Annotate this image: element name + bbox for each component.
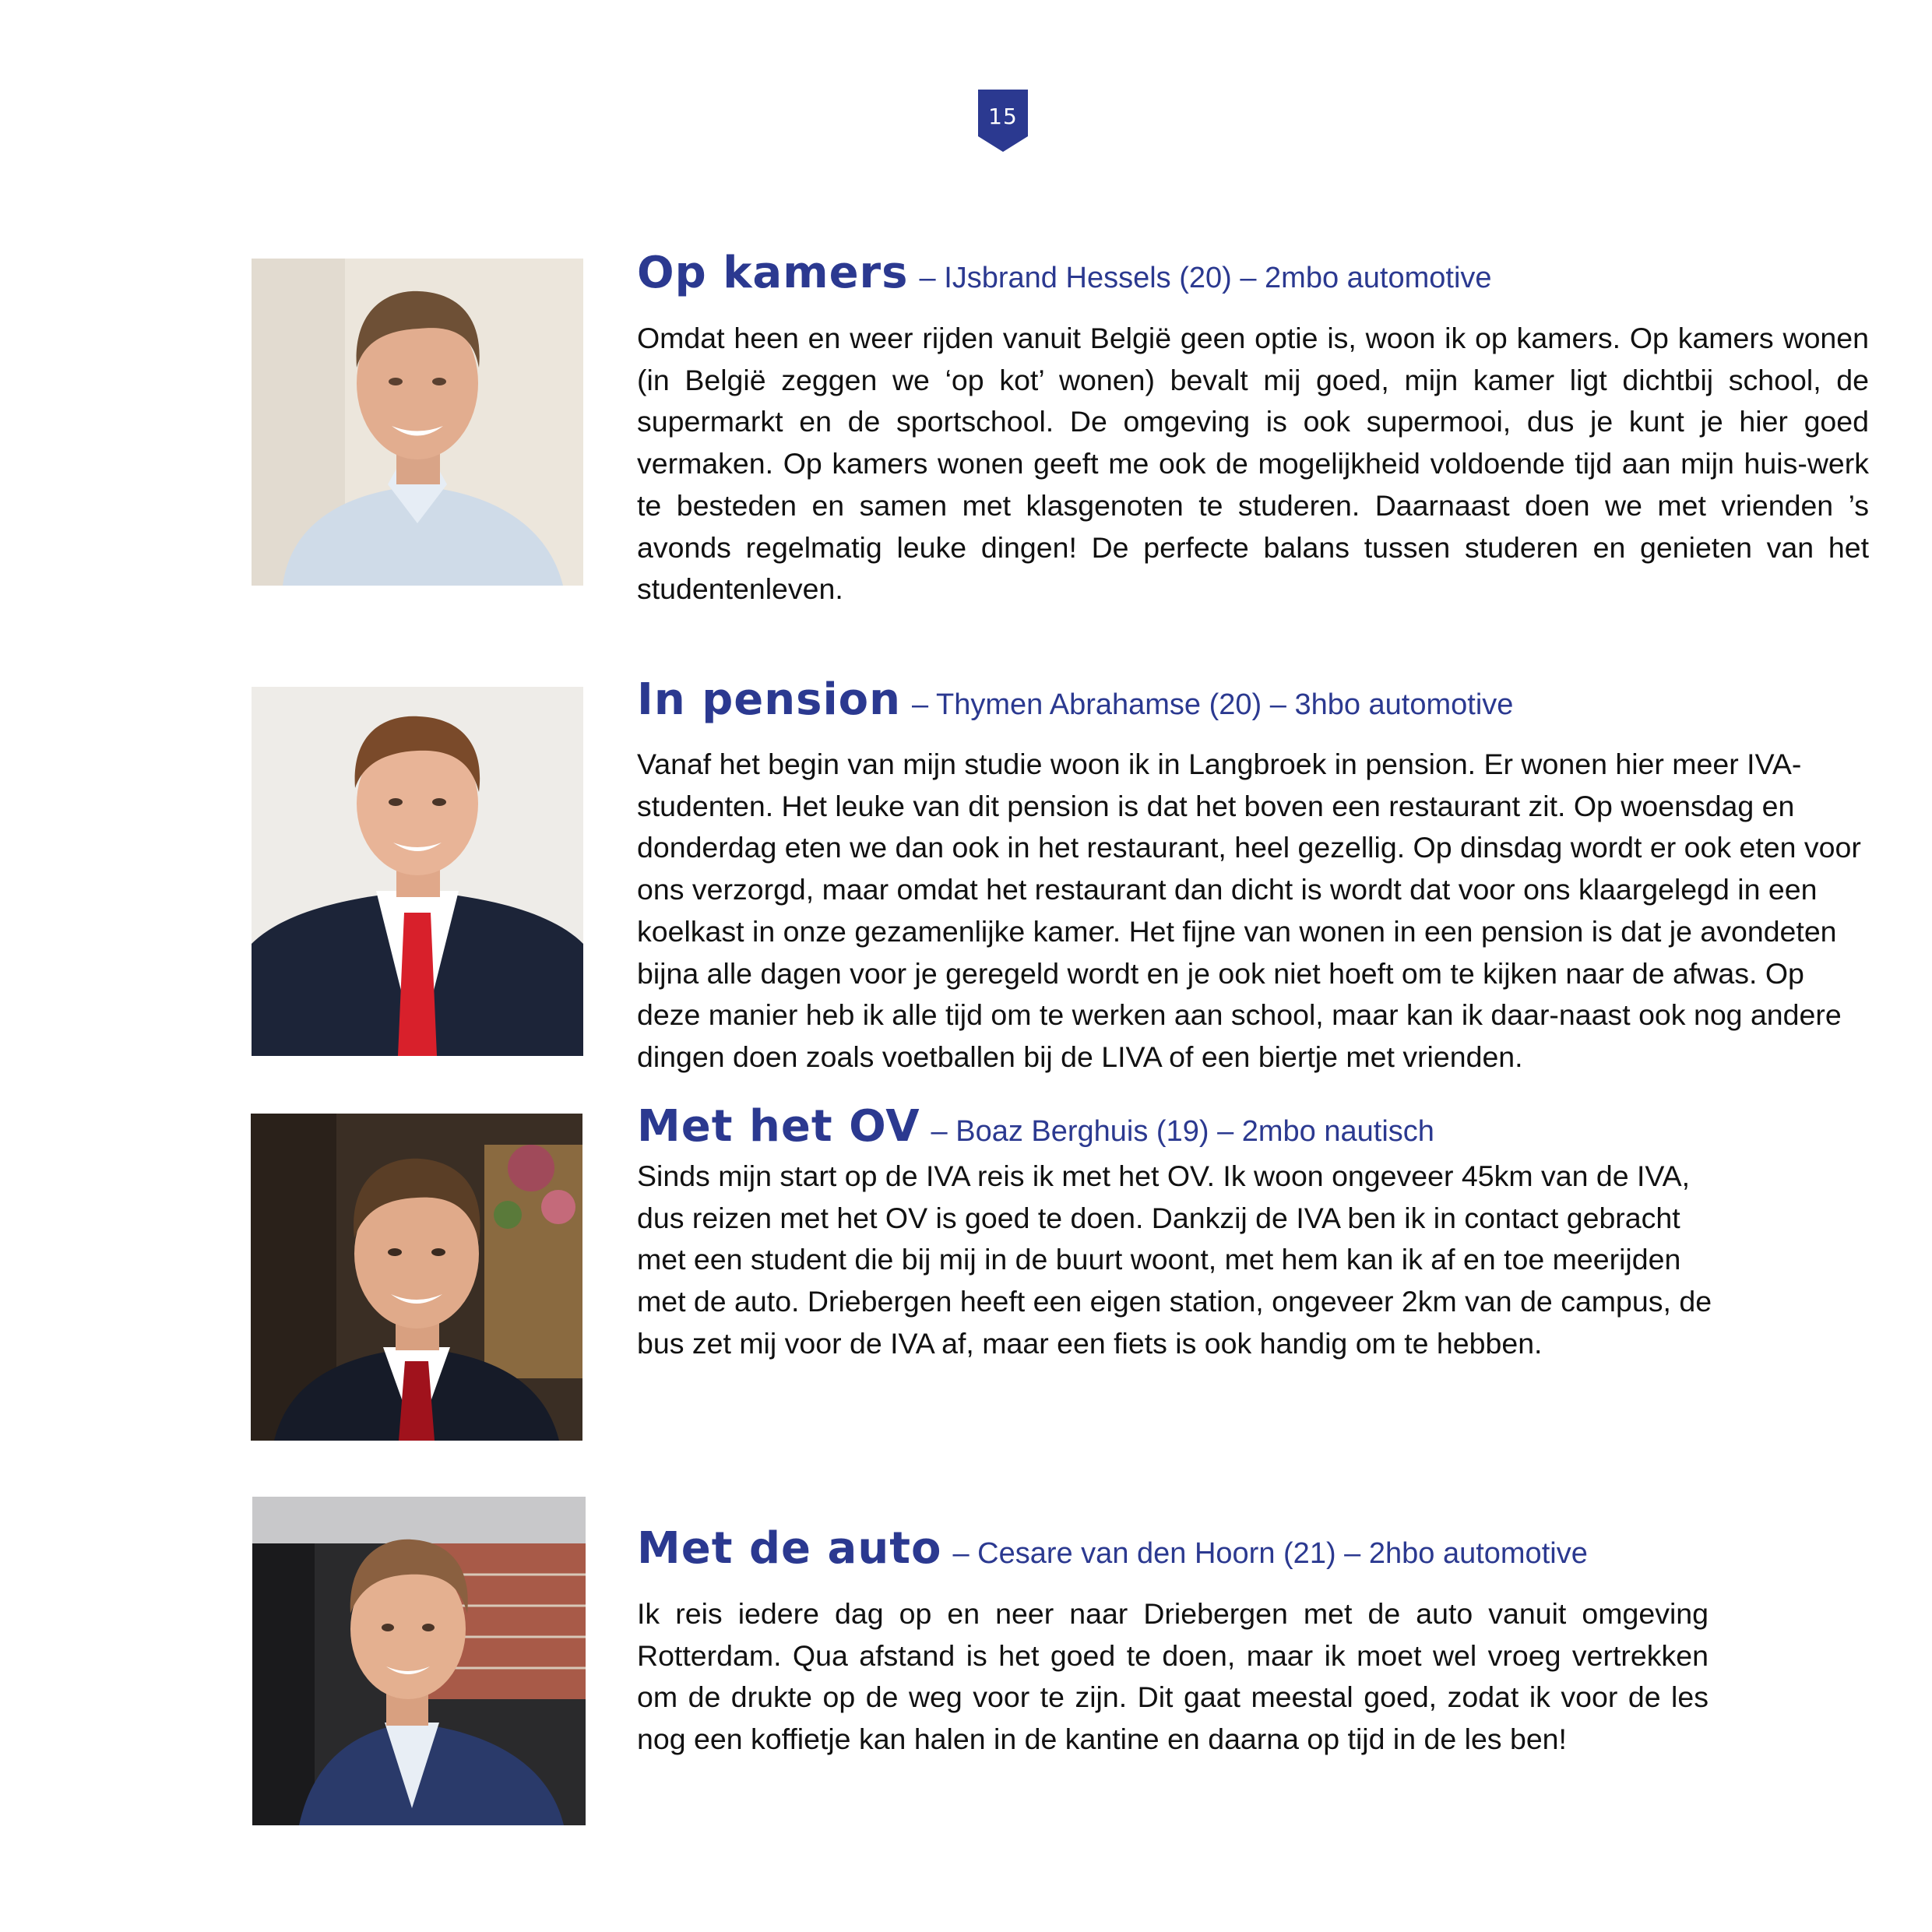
section-title: In pension: [637, 674, 901, 725]
section-body-in-pension: Vanaf het begin van mijn studie woon ik in Langbroek in pension. Er wonen hier meer IVA-studenten. Het leuke van dit pension is dat het boven een restaurant zit. Op woensdag en donderdag eten we dan ook in het restaurant, heel gezellig. Op dinsdag wordt er ook eten voor ons verzorgd, maar omdat het restaurant dan dicht is wordt dat voor ons klaargelegd in een koelkast in onze gezamenlijke kamer. Het fijne van wonen in een pension is dat je avondeten bijna alle dagen voor je geregeld wordt en je ook niet hoeft om te kijken naar de afwas. Op deze manier heb ik alle tijd om te werken aan school, maar kan ik daar-naast ook nog andere dingen doen zoals voetballen bij de LIVA of een biertje met vrienden.: [637, 748, 1861, 1073]
section-byline: – Boaz Berghuis (19) – 2mbo nautisch: [931, 1115, 1434, 1148]
section-body-op-kamers: Omdat heen en weer rijden vanuit België geen optie is, woon ik op kamers. Op kamers wonen (in België zeggen we ‘op kot’ wonen) bevalt mij goed, mijn kamer ligt dichtbij school, de supermarkt en de sportschool. De omgeving is ook supermooi, dus je kunt je hier goed vermaken. Op kamers wonen geeft me ook de mogelijkheid voldoende tijd aan mijn huis-werk te besteden en samen met klasgenoten te studeren. Daarnaast doen we met vrienden ’s avonds regelmatig leuke dingen! De perfecte balans tussen studeren en genieten van het studentenleven.: [637, 322, 1869, 606]
section-body-met-de-auto: Ik reis iedere dag op en neer naar Driebergen met de auto vanuit omgeving Rotterdam. Qua afstand is het goed te doen, maar ik moet wel vroeg vertrekken om de drukte op de weg voor te zijn. Dit gaat meestal goed, zodat ik voor de les nog een koffietje kan halen in de kantine en daarna op tijd in de les ben!: [637, 1597, 1709, 1756]
portrait-photo-thymen: [252, 687, 583, 1056]
page-number-badge: [978, 90, 1028, 152]
portrait-photo-ijsbrand: [252, 259, 583, 586]
section-byline: – Thymen Abrahamse (20) – 3hbo automotive: [912, 688, 1514, 721]
section-heading-op-kamers: [637, 248, 1492, 298]
section-body-met-het-ov: Sinds mijn start op de IVA reis ik met het OV. Ik woon ongeveer 45km van de IVA, dus reizen met het OV is goed te doen. Dankzij de IVA ben ik in contact gebracht met een student die bij mij in de buurt woont, met hem kan ik af en toe meerijden met de auto. Driebergen heeft een eigen station, ongeveer 2km van de campus, de bus zet mij voor de IVA af, maar een fiets is ook handig om te hebben.: [637, 1160, 1712, 1360]
section-heading-met-de-auto: [637, 1523, 1588, 1574]
portrait-photo-boaz: [251, 1114, 582, 1441]
section-byline: – Cesare van den Hoorn (21) – 2hbo automotive: [952, 1537, 1588, 1570]
section-heading-met-het-ov: [637, 1101, 1434, 1152]
section-title: Met het OV: [637, 1101, 920, 1152]
portrait-photo-cesare: [252, 1497, 586, 1825]
section-title: Op kamers: [637, 248, 909, 298]
section-heading-in-pension: [637, 674, 1513, 725]
page-number: 15: [988, 104, 1018, 129]
section-title: Met de auto: [637, 1523, 942, 1574]
section-byline: – IJsbrand Hessels (20) – 2mbo automotive: [919, 262, 1492, 294]
